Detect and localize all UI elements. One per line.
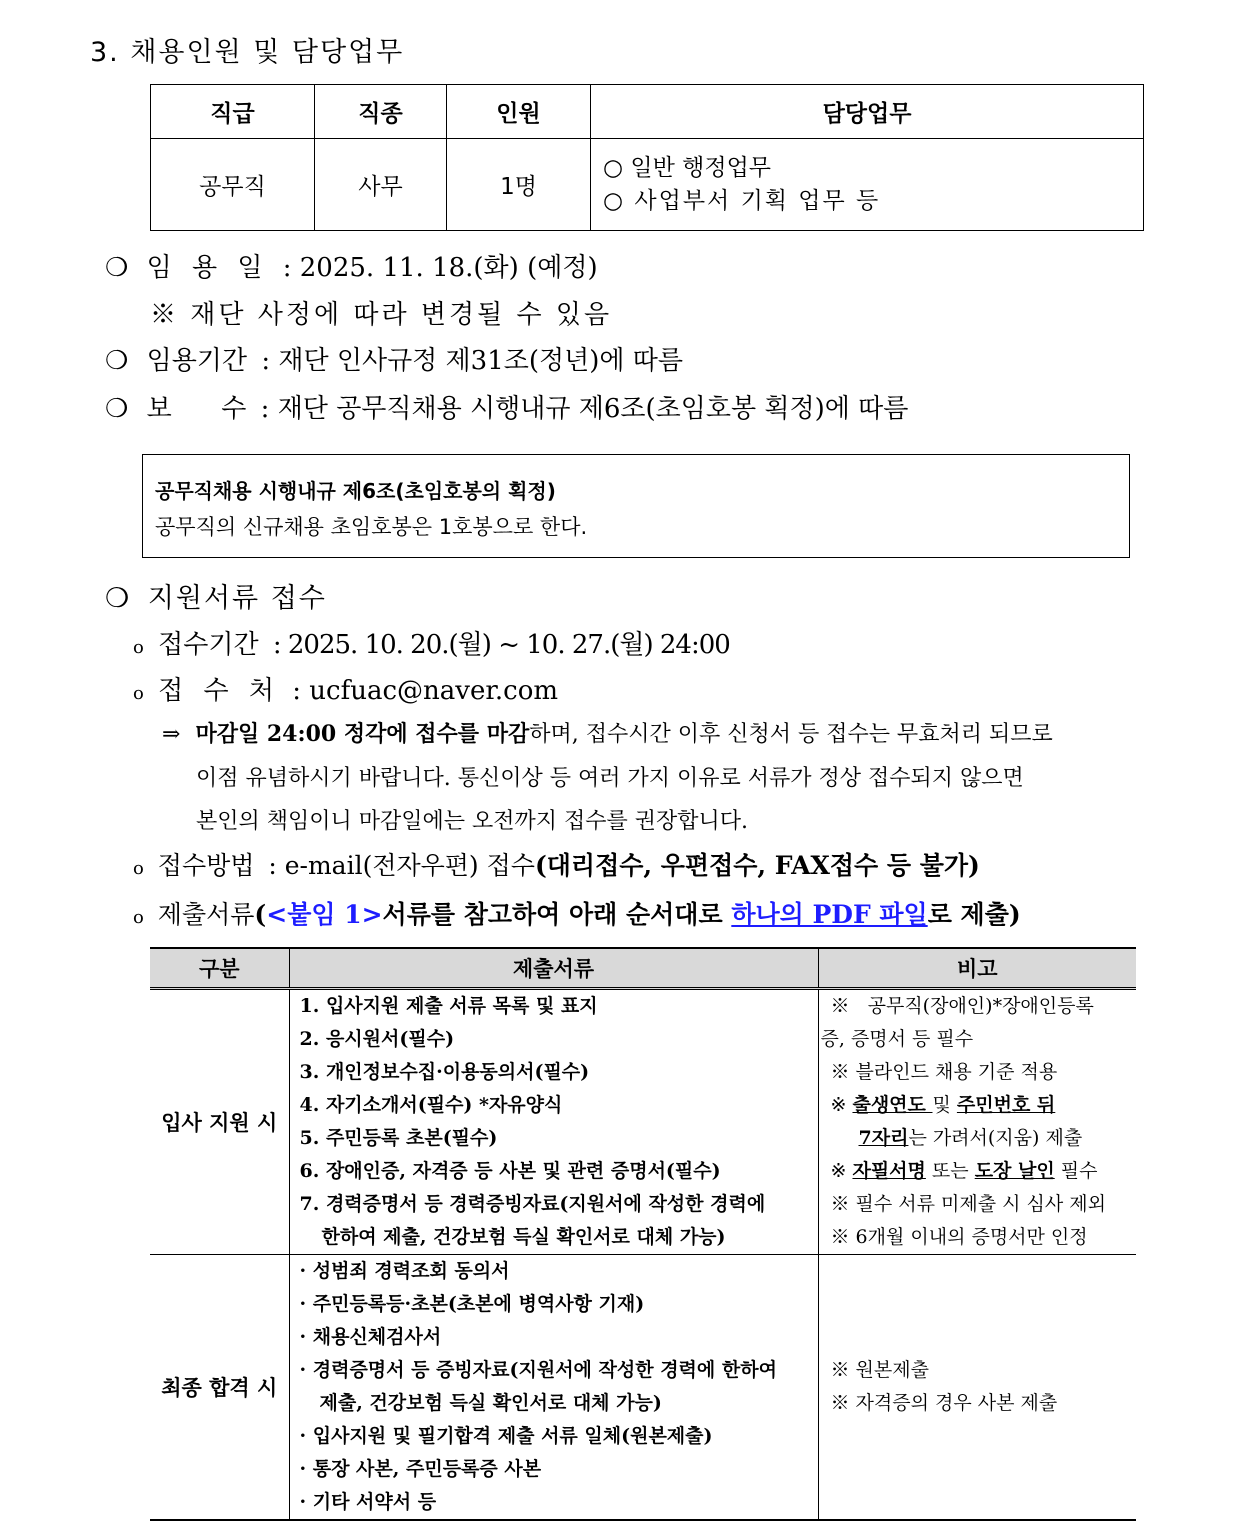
position-table-row	[151, 139, 1144, 231]
application-email: : ucfuac@naver.com	[292, 676, 559, 706]
list-item: 2. 응시원서(필수)	[299, 1028, 455, 1050]
application-method-restriction: (대리접수, 우편접수, FAX접수 등 불가)	[534, 851, 980, 880]
header-category: 구분	[150, 948, 289, 989]
pay-value: : 재단 공무직채용 시행내규 제6조(초임호봉 획정)에 따름	[260, 394, 909, 424]
arrow-icon: ⇒	[162, 722, 181, 747]
notice-line-3: 본인의 책임이니 마감일에는 오전까지 접수를 권장합니다.	[196, 809, 749, 834]
appointment-date-label: 임 용 일	[146, 253, 269, 283]
bullet-icon: ❍	[105, 253, 129, 283]
attachment-ref: <붙임 1>	[266, 900, 383, 929]
header-documents: 제출서류	[289, 948, 818, 989]
note-mark: ※	[830, 1160, 853, 1182]
small-bullet-icon: o	[133, 637, 144, 658]
list-item: 제출, 건강보험 득실 확인서로 대체 가능)	[319, 1392, 662, 1414]
apply-row	[150, 989, 1136, 1255]
docs-instruction: 서류를 참고하여 아래 순서대로	[382, 900, 732, 929]
notice-rest: 하며, 접수시간 이후 신청서 등 접수는 무효처리 되므로	[529, 722, 1053, 747]
note-text: 는 가려서(지움) 제출	[908, 1127, 1083, 1149]
application-place-line	[133, 670, 558, 707]
note-mark: ※	[830, 1094, 853, 1116]
pay-label: 보 수	[146, 394, 247, 424]
application-method-label: 접수방법	[157, 851, 255, 880]
application-docs-label: 제출서류	[157, 900, 255, 929]
documents-table-header	[150, 948, 1136, 989]
application-heading-line	[105, 576, 327, 615]
position-table	[150, 84, 1144, 231]
note-text: 또는	[925, 1160, 975, 1182]
docs-open-paren: (	[254, 900, 267, 929]
small-bullet-icon: o	[133, 858, 144, 879]
duty-item: ○ 일반 행정업무	[603, 154, 771, 181]
header-grade: 직급	[151, 85, 315, 139]
note-item	[831, 1122, 1137, 1155]
appointment-period-line	[105, 340, 683, 377]
note-item	[831, 1155, 1137, 1188]
position-table-header	[151, 85, 1144, 139]
cell-duties	[591, 139, 1144, 231]
final-row	[150, 1255, 1136, 1521]
header-count: 인원	[447, 85, 591, 139]
application-period-value: : 2025. 10. 20.(월) ~ 10. 27.(월) 24:00	[272, 630, 730, 660]
header-duties: 담당업무	[591, 85, 1144, 139]
notice-bold: 마감일 24:00 정각에 접수를 마감	[195, 721, 530, 747]
note-item: ※ 6개월 이내의 증명서만 인정	[830, 1226, 1088, 1248]
bullet-icon: ❍	[105, 394, 129, 424]
cell-count: 1명	[447, 139, 591, 231]
list-item: · 입사지원 및 필기합격 제출 서류 일체(원본제출)	[299, 1425, 713, 1447]
appointment-date-value: : 2025. 11. 18.(화) (예정)	[282, 253, 598, 283]
final-category: 최종 합격 시	[161, 1375, 278, 1400]
list-item: 7. 경력증명서 등 경력증빙자료(지원서에 작성한 경력에	[299, 1193, 766, 1215]
list-item: 5. 주민등록 초본(필수)	[299, 1127, 498, 1149]
note-underline: 7자리	[858, 1127, 909, 1149]
list-item: · 기타 서약서 등	[299, 1491, 437, 1513]
note-item: ※ 공무직(장애인)*장애인등록	[830, 995, 1094, 1017]
apply-category: 입사 지원 시	[161, 1110, 278, 1135]
list-item: 3. 개인정보수집·이용동의서(필수)	[299, 1061, 590, 1083]
header-job-type: 직종	[315, 85, 447, 139]
final-notes	[818, 1255, 1136, 1521]
application-docs-line	[133, 895, 1021, 931]
list-item: · 주민등록등·초본(초본에 병역사항 기재)	[299, 1293, 645, 1315]
pay-line	[105, 388, 908, 425]
note-text: 및	[932, 1094, 957, 1116]
docs-instruction-end: 로 제출)	[927, 900, 1021, 929]
rule-box-title: 공무직채용 시행내규 제6조(초임호봉의 획정)	[155, 479, 556, 503]
list-item: 한하여 제출, 건강보험 득실 확인서로 대체 가능)	[321, 1226, 726, 1248]
list-item: · 경력증명서 등 증빙자료(지원서에 작성한 경력에 한하여	[299, 1359, 777, 1381]
application-method-line	[133, 846, 980, 882]
cell-job-type: 사무	[315, 139, 447, 231]
list-item: 1. 입사지원 제출 서류 목록 및 표지	[299, 995, 598, 1017]
section-title: 3. 채용인원 및 담당업무	[90, 37, 405, 68]
notice-line-1	[162, 717, 1053, 748]
cell-grade: 공무직	[151, 139, 315, 231]
final-docs-list	[289, 1255, 818, 1521]
small-bullet-icon: o	[133, 683, 144, 704]
appointment-date-note: ※ 재단 사정에 따라 변경될 수 있음	[150, 300, 613, 330]
note-underline: 주민번호 뒤	[956, 1094, 1056, 1116]
application-place-label: 접 수 처	[158, 676, 280, 706]
application-period-line	[133, 624, 730, 661]
appointment-period-label: 임용기간	[146, 346, 248, 376]
list-item: 6. 장애인증, 자격증 등 사본 및 관련 증명서(필수)	[299, 1160, 721, 1182]
bullet-icon: ❍	[105, 583, 130, 614]
rule-box	[142, 454, 1130, 558]
note-underline: 자필서명	[852, 1160, 926, 1182]
note-text: 필수	[1054, 1160, 1098, 1182]
note-item: ※ 블라인드 채용 기준 적용	[830, 1061, 1058, 1083]
list-item: 4. 자기소개서(필수) *자유양식	[299, 1094, 563, 1116]
apply-notes	[818, 989, 1136, 1255]
pdf-requirement: 하나의 PDF 파일	[731, 900, 928, 929]
list-item: · 채용신체검사서	[299, 1326, 442, 1348]
small-bullet-icon: o	[133, 907, 144, 928]
documents-table	[150, 947, 1136, 1521]
note-item: ※ 원본제출	[830, 1359, 929, 1381]
list-item: · 성범죄 경력조회 동의서	[299, 1260, 510, 1282]
appointment-date-line	[105, 247, 598, 284]
note-underline: 도장 날인	[974, 1160, 1055, 1182]
bullet-icon: ❍	[105, 346, 129, 376]
rule-box-text: 공무직의 신규채용 초임호봉은 1호봉으로 한다.	[155, 515, 588, 539]
note-item: ※ 필수 서류 미제출 시 심사 제외	[830, 1193, 1106, 1215]
note-item	[831, 1089, 1137, 1122]
note-underline: 출생연도	[852, 1094, 933, 1116]
note-item: ※ 자격증의 경우 사본 제출	[830, 1392, 1058, 1414]
application-method-value: : e-mail(전자우편) 접수	[268, 851, 535, 880]
application-heading: 지원서류 접수	[147, 583, 327, 614]
duty-item: ○ 사업부서 기획 업무 등	[603, 187, 881, 214]
list-item: · 통장 사본, 주민등록증 사본	[299, 1458, 542, 1480]
apply-docs-list	[289, 989, 818, 1255]
header-remarks: 비고	[818, 948, 1136, 989]
notice-line-2: 이점 유념하시기 바랍니다. 통신이상 등 여러 가지 이유로 서류가 정상 접수되지 않으면	[196, 766, 1024, 791]
appointment-period-value: : 재단 인사규정 제31조(정년)에 따름	[261, 346, 684, 376]
application-period-label: 접수기간	[158, 630, 259, 660]
note-item: 증, 증명서 등 필수	[820, 1028, 974, 1050]
